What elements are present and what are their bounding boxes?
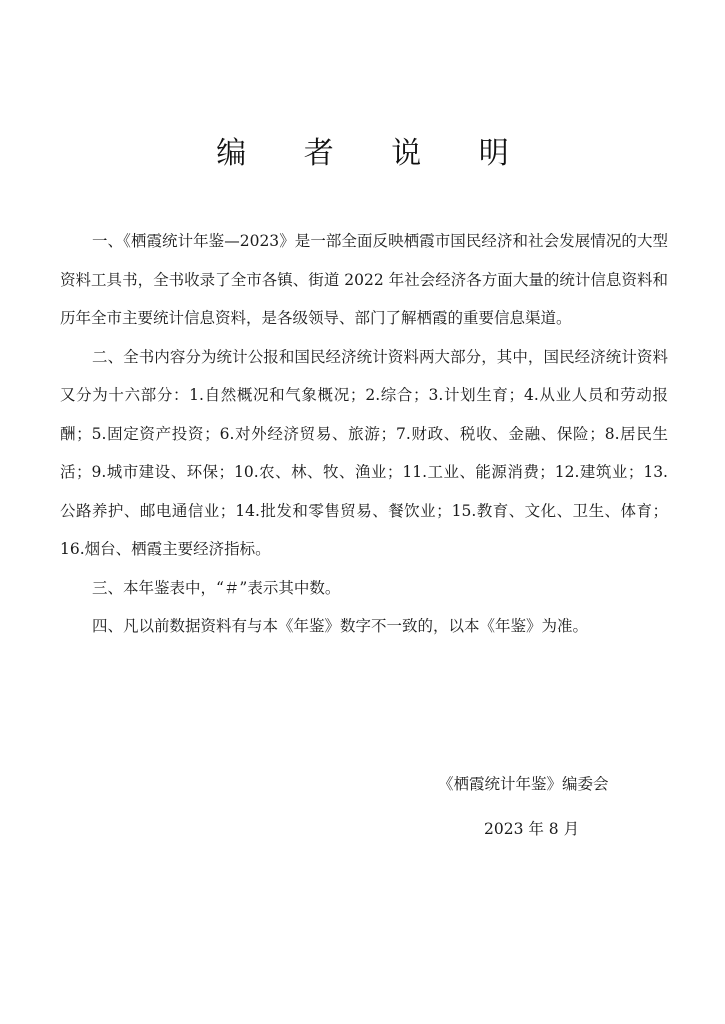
page-title: 编 者 说 明 [216, 136, 533, 171]
paragraph-2: 二、全书内容分为统计公报和国民经济统计资料两大部分，其中，国民经济统计资料又分为十六部分：1.自然概况和气象概况；2.综合；3.计划生育；4.从业人员和劳动报酬；5.固定资产投资；6.对外经济贸易、旅游；7.财政、税收、金融、保险；8.居民生活；9.城市建设、环保；10.农、林、牧、渔业；11.工业、能源消费；12.建筑业；13.公路养护、邮电通信业；14.批发和零售贸易、餐饮业；15.教育、文化、卫生、体育；16.烟台、栖霞主要经济指标。 [60, 347, 668, 558]
paragraph-4: 四、凡以前数据资料有与本《年鉴》数字不一致的，以本《年鉴》为准。 [92, 617, 589, 635]
document-body [60, 222, 668, 646]
editorial-committee-signature: 《栖霞统计年鉴》编委会 [438, 775, 609, 793]
publication-date: 2023 年 8 月 [484, 820, 580, 838]
paragraph-1: 一、《栖霞统计年鉴—2023》是一部全面反映栖霞市国民经济和社会发展情况的大型资料工具书，全书收录了全市各镇、街道 2022 年社会经济各方面大量的统计信息资料和历年全市主要统计信息资料，是各级领导、部门了解栖霞的重要信息渠道。 [60, 232, 668, 327]
paragraph-3: 三、本年鉴表中，“＃”表示其中数。 [92, 578, 341, 597]
